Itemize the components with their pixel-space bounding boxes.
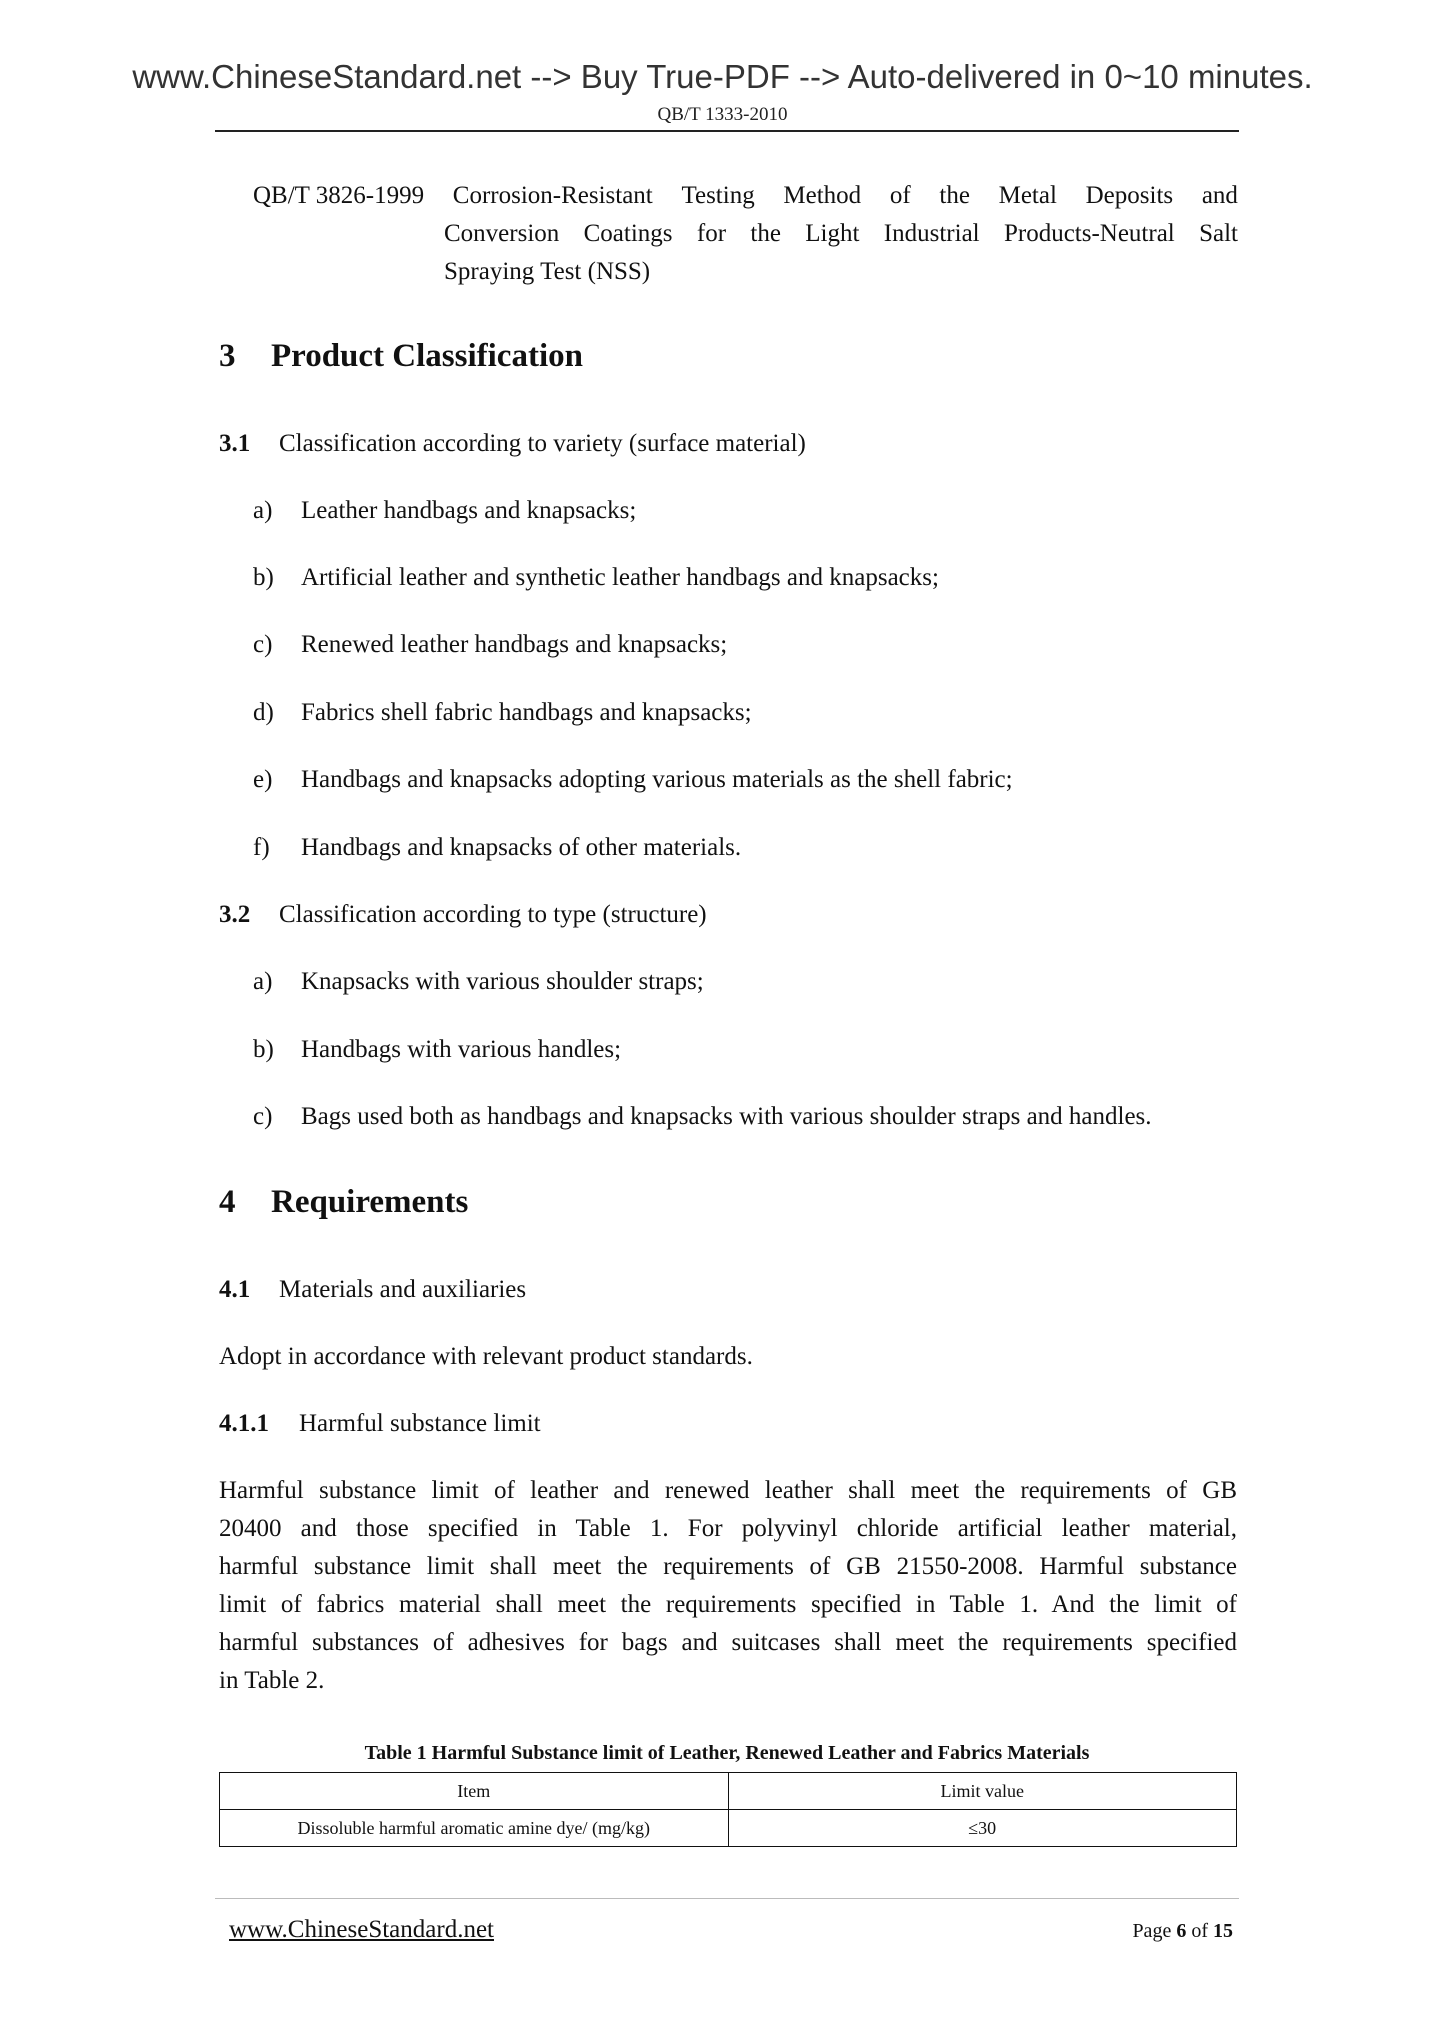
reference-word: and [1201, 182, 1238, 209]
section-number: 4 [219, 1184, 236, 1220]
paragraph-line: 20400 and those specified in Table 1. For polyvinyl chloride artificial leather material, [219, 1515, 1237, 1542]
list-item [253, 766, 1013, 794]
list-text: Knapsacks with various shoulder straps; [301, 968, 704, 995]
subsection-number: 4.1.1 [219, 1410, 269, 1437]
reference-line-2: Conversion Coatings for the Light Industrial Products-Neutral Salt [444, 220, 1238, 247]
table-cell: Dissoluble harmful aromatic amine dye/ (mg/kg) [220, 1810, 729, 1847]
table-header-cell: Item [220, 1773, 729, 1810]
paragraph-line: harmful substances of adhesives for bags and suitcases shall meet the requirements specified [219, 1629, 1237, 1656]
section-title: Requirements [271, 1184, 469, 1220]
paragraph-line: limit of fabrics material shall meet the requirements specified in Table 1. And the limit of [219, 1591, 1237, 1618]
subsection-number: 3.1 [219, 430, 251, 457]
list-marker: f) [253, 834, 270, 861]
list-item [253, 699, 752, 727]
section-3-heading [219, 338, 583, 375]
list-item [253, 1036, 621, 1064]
list-item [253, 834, 741, 862]
reference-word: Corrosion-Resistant [452, 182, 653, 209]
section-4-heading [219, 1184, 468, 1221]
table-1-caption: Table 1 Harmful Substance limit of Leather, Renewed Leather and Fabrics Materials [364, 1742, 1090, 1764]
header-banner[interactable]: www.ChineseStandard.net --> Buy True-PDF --> Auto-delivered in 0~10 minutes. [132, 58, 1313, 95]
subsection-4-1-heading [219, 1276, 526, 1304]
paragraph-line: harmful substance limit shall meet the requirements of GB 21550-2008. Harmful substance [219, 1553, 1237, 1580]
reference-line-3: Spraying Test (NSS) [444, 258, 651, 285]
reference-entry [253, 177, 1238, 291]
list-item [253, 968, 704, 996]
list-item [253, 631, 727, 659]
list-marker: c) [253, 631, 273, 658]
paragraph: Adopt in accordance with relevant product standards. [219, 1343, 753, 1370]
paragraph-line: in Table 2. [219, 1667, 325, 1694]
subsection-title: Materials and auxiliaries [279, 1276, 527, 1303]
list-marker: b) [253, 564, 274, 591]
subsection-3-1-heading [219, 430, 806, 458]
list-text: Handbags and knapsacks adopting various materials as the shell fabric; [301, 766, 1013, 793]
table-header-cell: Limit value [728, 1773, 1237, 1810]
reference-word: Metal [998, 182, 1057, 209]
subsection-number: 3.2 [219, 901, 251, 928]
page-indicator [1132, 1920, 1233, 1943]
subsection-number: 4.1 [219, 1276, 251, 1303]
reference-word: of [889, 182, 911, 209]
subsection-title: Harmful substance limit [299, 1410, 541, 1437]
list-item [253, 1103, 1152, 1131]
page-total: 15 [1213, 1920, 1233, 1942]
subsection-4-1-1-heading [219, 1410, 541, 1438]
table-cell: ≤30 [728, 1810, 1237, 1847]
table-header-row [220, 1773, 1237, 1810]
reference-line-1 [253, 177, 1238, 215]
list-text: Leather handbags and knapsacks; [301, 497, 637, 524]
table-row [220, 1810, 1237, 1847]
reference-word: Deposits [1085, 182, 1174, 209]
list-marker: b) [253, 1036, 274, 1063]
subsection-title: Classification according to variety (surface material) [279, 430, 806, 457]
section-title: Product Classification [271, 338, 583, 374]
list-text: Bags used both as handbags and knapsacks with various shoulder straps and handles. [301, 1103, 1152, 1130]
list-item [253, 497, 636, 525]
footer-website-link[interactable]: www.ChineseStandard.net [229, 1916, 494, 1943]
harmful-substance-paragraph [219, 1472, 1237, 1700]
paragraph-line: Harmful substance limit of leather and renewed leather shall meet the requirements of GB [219, 1477, 1237, 1504]
list-text: Handbags and knapsacks of other materials. [301, 834, 742, 861]
section-number: 3 [219, 338, 236, 374]
page-number: 6 [1176, 1920, 1187, 1942]
page-prefix: Page [1132, 1920, 1177, 1942]
list-text: Handbags with various handles; [301, 1036, 622, 1063]
subsection-title: Classification according to type (structure) [279, 901, 707, 928]
list-text: Fabrics shell fabric handbags and knapsacks; [301, 699, 752, 726]
list-marker: a) [253, 968, 273, 995]
reference-word: the [939, 182, 970, 209]
list-item [253, 564, 939, 592]
document-code: QB/T 1333-2010 [657, 104, 788, 125]
footer-divider [215, 1898, 1239, 1899]
reference-word: Method [783, 182, 862, 209]
list-marker: e) [253, 766, 273, 793]
table-1 [219, 1772, 1237, 1847]
list-text: Artificial leather and synthetic leather handbags and knapsacks; [301, 564, 939, 591]
header-divider [215, 130, 1239, 132]
reference-word: Testing [681, 182, 755, 209]
list-text: Renewed leather handbags and knapsacks; [301, 631, 728, 658]
page-of: of [1186, 1920, 1213, 1942]
list-marker: c) [253, 1103, 273, 1130]
list-marker: a) [253, 497, 273, 524]
list-marker: d) [253, 699, 274, 726]
reference-code: QB/T 3826-1999 [253, 182, 425, 209]
subsection-3-2-heading [219, 901, 707, 929]
